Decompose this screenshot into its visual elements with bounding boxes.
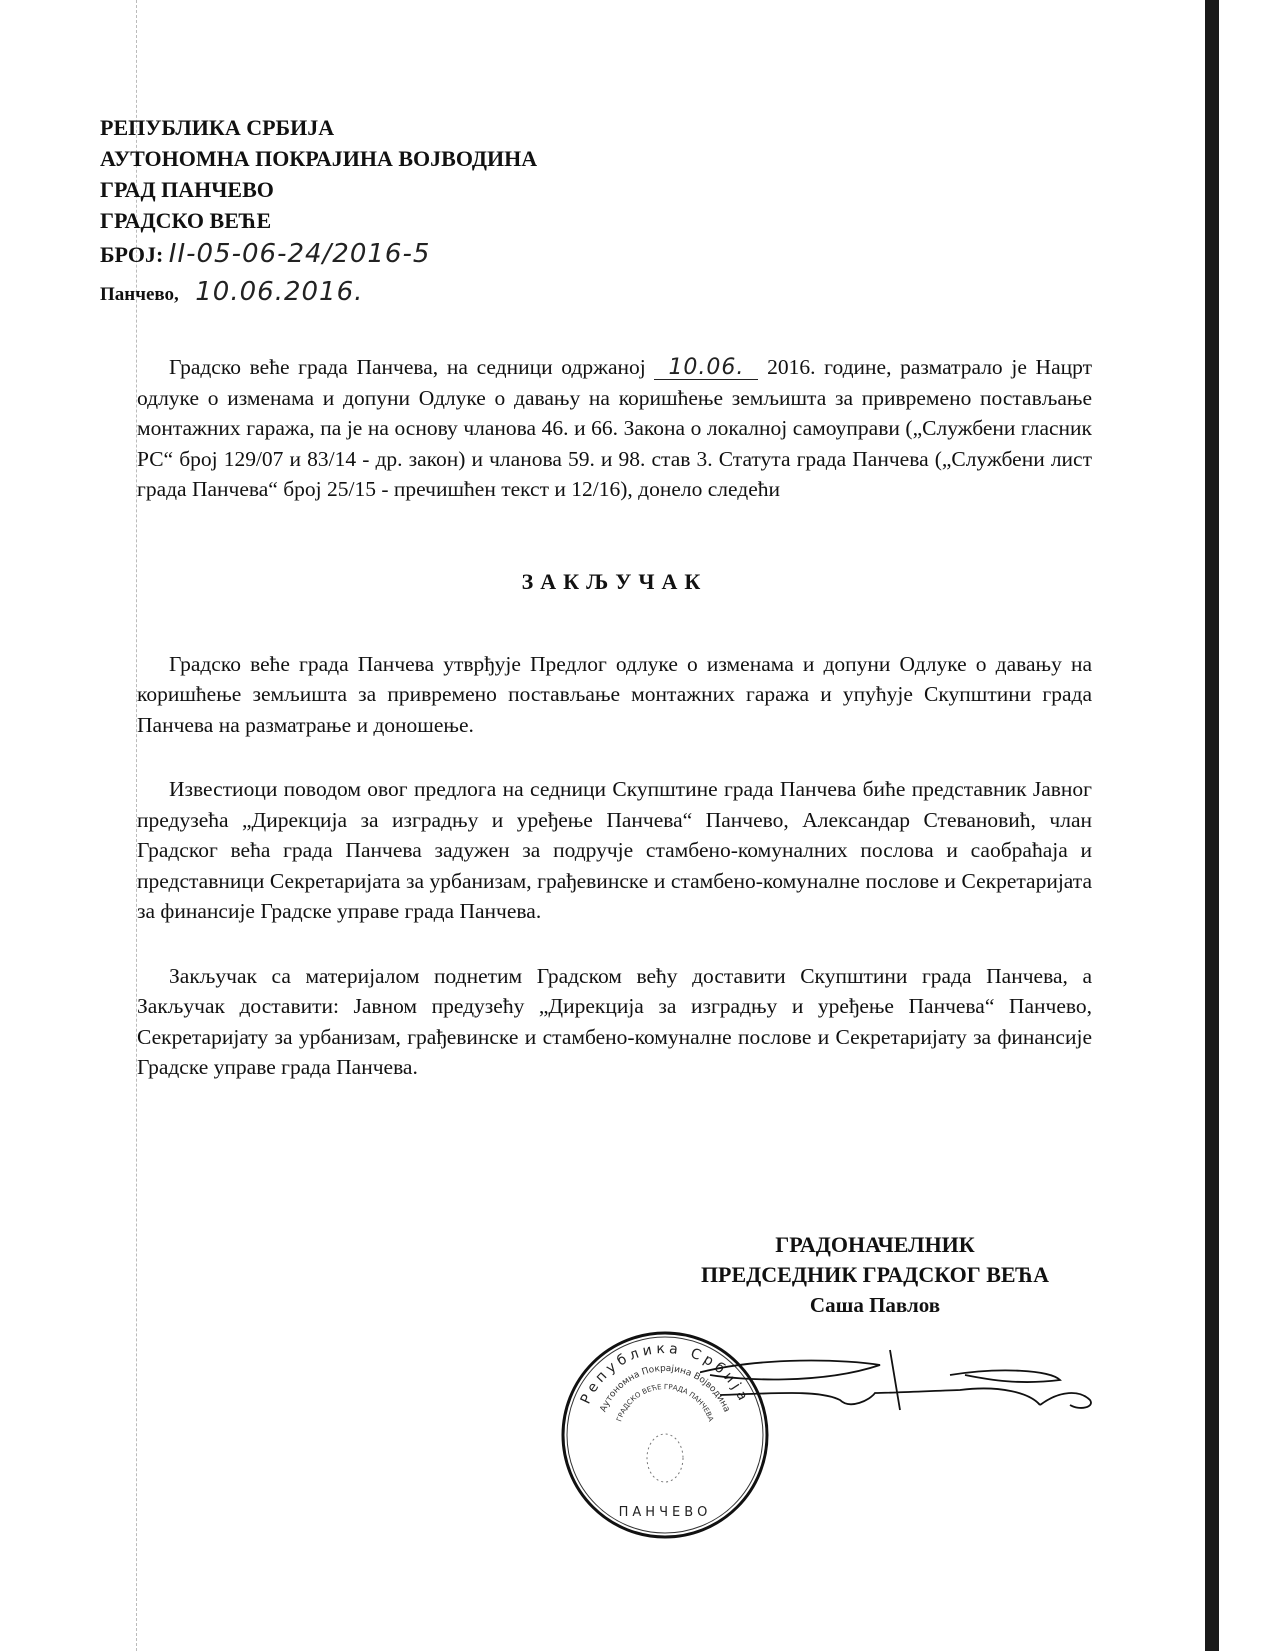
session-date-handwritten: 10.06. — [654, 357, 758, 380]
stamp-outer-text: Република Србија — [577, 1340, 753, 1407]
delivery-text: Закључак са материјалом поднетим Градском већу доставити Скупштини града Панчева, а Закључак доставити: Јавном предузећу „Дирекција за изградњу и уређење Панчева“ Панчево, Секретаријату за урбанизам, грађевинске и стамбено-комуналне послове и Секретаријату за финансије Градске управе града Панчева. — [137, 963, 1092, 1079]
signatory-name: Саша Павлов — [809, 1293, 941, 1317]
handwritten-signature — [700, 1345, 1100, 1425]
document-body — [137, 352, 1092, 1083]
signature-block — [640, 1230, 1110, 1320]
paragraph-conclusion — [137, 649, 1092, 741]
stamp-bottom-text: ПАНЧЕВО — [618, 1505, 712, 1520]
header-number — [100, 236, 537, 274]
header-province: АУТОНОМНА ПОКРАЈИНА ВОЈВОДИНА — [100, 146, 538, 171]
stamp-emblem — [647, 1434, 683, 1482]
header-place-date — [100, 274, 537, 314]
signature-title-president: ПРЕДСЕДНИК ГРАДСКОГ ВЕЋА — [700, 1262, 1050, 1287]
place-label: Панчево, — [100, 284, 179, 305]
conclusion-text: Градско веће града Панчева утврђује Предлог одлуке о изменама и допуни Одлуке о давању на коришћење земљишта за привремено постављање монтажних гаража и упућује Скупштини града Панчева на разматрање и доношење. — [137, 651, 1092, 737]
preamble-text-end: 2016. године, разматрало је Нацрт одлуке о изменама и допуни Одлуке о давању на коришћење земљишта за привремено постављање монтажних гаража, па је на основу чланова 46. и 66. Закона о локалној самоуправи („Службени гласник РС“ број 129/07 и 83/14 - др. закон) и чланова 59. и 98. став 3. Статута града Панчева („Службени лист града Панчева“ број 25/15 - пречишћен текст и 12/16), донело следећи — [137, 355, 1092, 501]
scan-edge — [1205, 0, 1275, 1651]
signature-title-mayor: ГРАДОНАЧЕЛНИК — [775, 1232, 975, 1257]
date-handwritten: 10.06.2016. — [195, 277, 364, 307]
document-header — [100, 112, 537, 314]
stamp-inner-text: Аутономна Покрајина Војводина — [598, 1363, 732, 1414]
stamp-inner-text2: ГРАДСКО ВЕЋЕ ГРАДА ПАНЧЕВА — [615, 1382, 715, 1423]
header-city: ГРАД ПАНЧЕВО — [100, 177, 274, 202]
header-council: ГРАДСКО ВЕЋЕ — [100, 208, 272, 233]
document-title: ЗАКЉУЧАК — [521, 568, 708, 594]
paragraph-rapporteurs — [137, 774, 1092, 927]
number-label: БРОЈ: — [100, 242, 164, 267]
preamble-text-start: Градско веће града Панчева, на седници одржаној — [169, 355, 646, 379]
rapporteurs-text: Известиоци поводом овог предлога на седници Скупштине града Панчева биће представник Јавног предузећа „Дирекција за изградњу и уређење Панчева“ Панчево, Александар Стевановић, члан Градског већа града Панчева задужен за подручје стамбено-комуналних послова и саобраћаја и представници Секретаријата за урбанизам, грађевинске и стамбено-комуналне послове и Секретаријата за финансије Градске управе града Панчева. — [137, 777, 1092, 923]
number-handwritten: II-05-06-24/2016-5 — [168, 239, 431, 269]
paragraph-delivery — [137, 961, 1092, 1083]
paragraph-preamble — [137, 352, 1092, 505]
header-country: РЕПУБЛИКА СРБИЈА — [100, 115, 335, 140]
